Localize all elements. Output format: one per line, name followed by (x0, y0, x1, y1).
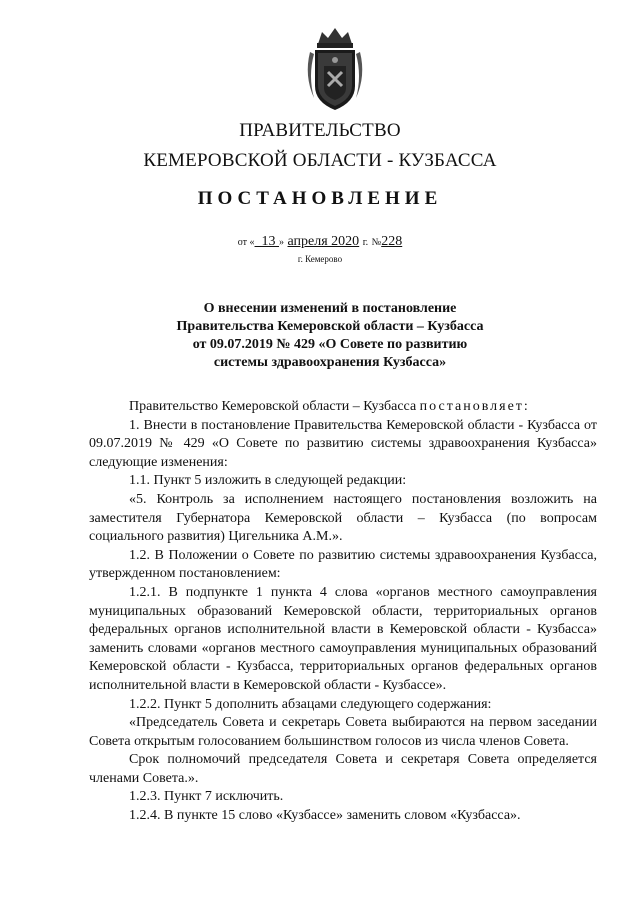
paragraph-quote-chair: «Председатель Совета и секретарь Совета выбираются на первом заседании Совета открытым голосованием большинством голосов из числа членов Совета. (89, 715, 597, 749)
date-year-suffix: г. (362, 237, 369, 248)
paragraph-term: Срок полномочий председателя Совета и секретаря Совета определяется членами Совета.». (89, 752, 597, 786)
document-heading (140, 300, 520, 372)
paragraph-1-2-1: 1.2.1. В подпункте 1 пункта 4 слова «органов местного самоуправления муниципальных образований Кемеровской области, территориальных органов федеральных органов исполнительной власти в Кемеровской области - Кузбасса» заменить словами «органов местного самоуправления муниципальных образований Кемеровской области - Кузбасса, территориальных органов федеральных органов исполнительной власти в Кемеровской области - Кузбассе». (89, 584, 597, 693)
paragraph-1-2-4: 1.2.4. В пункте 15 слово «Кузбассе» заменить словом «Кузбасса». (129, 808, 521, 824)
date-mid: » (279, 237, 285, 248)
document-body (89, 398, 597, 826)
paragraph-1: 1. Внести в постановление Правительства Кемеровской области - Кузбасса от 09.07.2019 № 429 «О Совете по развитию системы здравоохранения Кузбасса» следующие изменения: (89, 417, 597, 470)
paragraph-1-2-3: 1.2.3. Пункт 7 исключить. (129, 789, 284, 805)
date-month-year: апреля 2020 (287, 234, 360, 249)
org-name-line1: ПРАВИТЕЛЬСТВО (239, 120, 401, 141)
paragraph-intro: Правительство Кемеровской области – Кузбасса постановляет: (129, 399, 530, 414)
heading-line-4: системы здравоохранения Кузбасса» (213, 355, 447, 370)
document-type: ПОСТАНОВЛЕНИЕ (197, 188, 443, 209)
paragraph-1-1: 1.1. Пункт 5 изложить в следующей редакции: (129, 473, 407, 489)
paragraph-1-2-2: 1.2.2. Пункт 5 дополнить абзацами следующего содержания: (129, 696, 492, 712)
date-line (0, 234, 640, 250)
heading-line-2: Правительства Кемеровской области – Кузбасса (176, 319, 484, 334)
org-name-line2: КЕМЕРОВСКОЙ ОБЛАСТИ - КУЗБАССА (143, 150, 497, 171)
city-name: г. Кемерово (297, 254, 343, 264)
number-label: № (371, 237, 382, 248)
paragraph-quote-5: «5. Контроль за исполнением настоящего постановления возложить на заместителя Губернатора Кемеровской области – Кузбасса (по вопросам социального развития) Цигельника А.М.». (89, 491, 597, 545)
heading-line-3: от 09.07.2019 № 429 «О Совете по развитию (192, 337, 468, 352)
heading-line-1: О внесении изменений в постановление (203, 301, 457, 316)
document-number: 228 (381, 234, 403, 249)
coat-of-arms-emblem (300, 26, 370, 112)
paragraph-1-2: 1.2. В Положении о Совете по развитию системы здравоохранения Кузбасса, утвержденном постановлением: (89, 547, 597, 582)
date-day: 13 (261, 234, 276, 249)
date-prefix: от « (237, 237, 255, 248)
